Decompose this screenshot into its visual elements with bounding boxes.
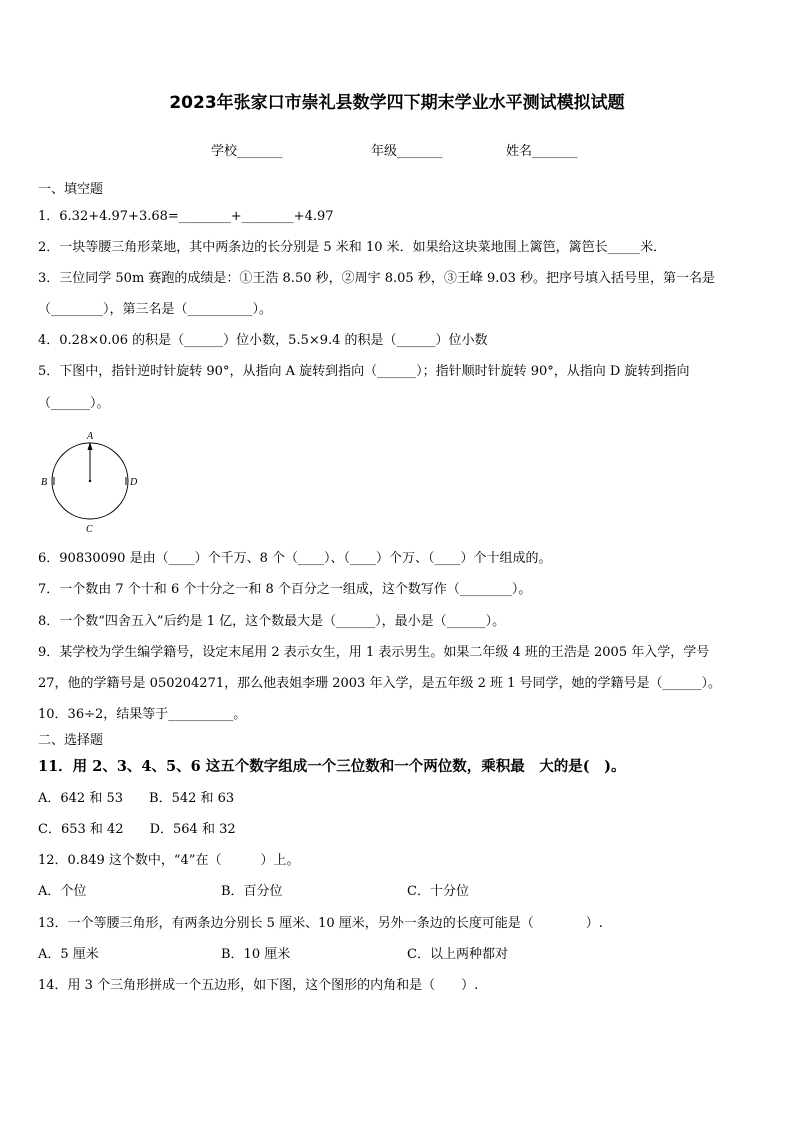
option-c[interactable]: C．以上两种都对	[407, 947, 508, 962]
center-dot	[89, 480, 91, 482]
question-4: 4．0.28×0.06 的积是（______）位小数，5.5×9.4 的积是（______）位小数	[38, 333, 488, 348]
question-7: 7．一个数由 7 个十和 6 个十分之一和 8 个百分之一组成，这个数写作（________）。	[38, 582, 532, 597]
question-3-line-2: （________），第三名是（__________）。	[38, 302, 273, 317]
label-d: D	[130, 477, 138, 488]
question-9-line-2: 27，他的学籍号是 050204271，那么他表姐李珊 2003 年入学，是五年级 2 班 1 号同学，她的学籍号是（______）。	[38, 676, 722, 691]
option-c[interactable]: C．653 和 42	[38, 822, 124, 837]
question-3-line-1: 3．三位同学 50m 赛跑的成绩是：①王浩 8.50 秒，②周宇 8.05 秒，③王峰 9.03 秒。把序号填入括号里，第一名是	[38, 271, 716, 286]
label-c: C	[86, 524, 93, 535]
question-12: 12．0.849 这个数中，“4”在（ ）上。	[38, 853, 300, 868]
option-b[interactable]: B．百分位	[221, 884, 283, 899]
school-field: 学校_______	[211, 144, 283, 159]
question-10: 10．36÷2，结果等于__________。	[38, 707, 247, 722]
question-11-options-row-1	[38, 791, 748, 807]
question-14: 14．用 3 个三角形拼成一个五边形，如下图，这个图形的内角和是（ ）.	[38, 978, 479, 993]
question-9-line-1: 9．某学校为学生编学籍号，设定末尾用 2 表示女生，用 1 表示男生。如果二年级 4 班的王浩是 2005 年入学，学号	[38, 645, 710, 660]
option-a[interactable]: A．5 厘米	[38, 947, 99, 962]
label-b: B	[41, 477, 48, 488]
option-a[interactable]: A．个位	[38, 884, 87, 899]
name-field: 姓名_______	[506, 144, 578, 159]
question-5-line-2: （______）。	[38, 396, 110, 411]
label-a: A	[87, 431, 94, 442]
option-b[interactable]: B．10 厘米	[221, 947, 291, 962]
question-13: 13．一个等腰三角形，有两条边分别长 5 厘米、10 厘米，另外一条边的长度可能是（ ）.	[38, 916, 603, 931]
question-5-line-1: 5．下图中，指针逆时针旋转 90°，从指向 A 旋转到指向（______）；指针顺时针旋转 90°，从指向 D 旋转到指向	[38, 364, 690, 379]
section-fill-heading: 一、填空题	[38, 182, 104, 197]
page-title: 2023年张家口市崇礼县数学四下期末学业水平测试模拟试题	[169, 93, 625, 113]
question-1: 1．6.32+4.97+3.68=________+________+4.97	[38, 209, 334, 224]
grade-field: 年级_______	[371, 144, 443, 159]
question-6: 6．90830090 是由（____）个千万、8 个（____）、（____）个万、（____）个十组成的。	[38, 551, 552, 566]
question-8: 8．一个数“四舍五入”后约是 1 亿，这个数最大是（______），最小是（______）。	[38, 614, 506, 629]
option-c[interactable]: C．十分位	[407, 884, 469, 899]
option-a[interactable]: A．642 和 53	[38, 791, 124, 806]
question-11: 11．用 2、3、4、5、6 这五个数字组成一个三位数和一个两位数，乘积最 大的是( )。	[38, 758, 626, 775]
section-choice-heading: 二、选择题	[38, 733, 104, 748]
option-b[interactable]: B．542 和 63	[149, 791, 235, 806]
clock-circle-figure	[38, 428, 148, 538]
option-d[interactable]: D．564 和 32	[149, 822, 236, 837]
question-11-options-row-2	[38, 822, 748, 838]
question-2: 2．一块等腰三角形菜地，其中两条边的长分别是 5 米和 10 米．如果给这块菜地围上篱笆，篱笆长_____米．	[38, 240, 667, 255]
